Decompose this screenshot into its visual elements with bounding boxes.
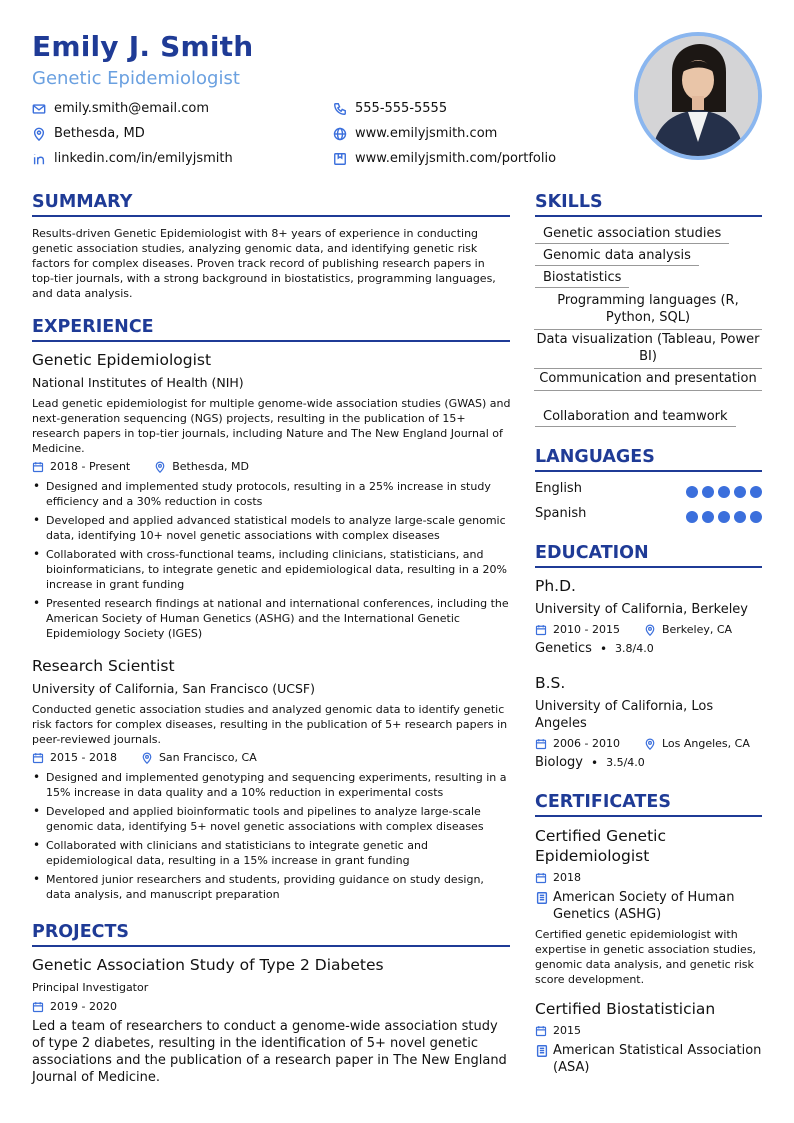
- degree: B.S.: [535, 674, 566, 692]
- list-item: • Presented research findings at national and international conferences, including the American Society of Human Genetics (ASHG) and the International Genetic Epidemiology Society (IGES): [32, 596, 510, 641]
- phone-icon: [333, 102, 347, 116]
- email-icon: [32, 102, 46, 116]
- location-pin-icon: [154, 461, 166, 473]
- institution-icon: [535, 891, 549, 905]
- education-heading: EDUCATION: [535, 543, 762, 568]
- summary-text: Results-driven Genetic Epidemiologist with 8+ years of experience in conducting genetic association studies, analyzing genomic data, and identifying genetic risk factors for complex diseases. Proven track record of publishing research papers in top-tier journals, with a strong background in biostatistics, programming languages, and data analysis.: [32, 227, 496, 300]
- job-location: Bethesda, MD: [172, 460, 250, 473]
- gpa: 3.8/4.0: [615, 642, 654, 655]
- certificate-title: Certified Biostatistician: [535, 1000, 716, 1018]
- field-name: Genetics: [535, 641, 592, 656]
- skill-item: Collaboration and teamwork: [535, 409, 736, 427]
- certificates-heading: CERTIFICATES: [535, 792, 762, 817]
- experience-heading: EXPERIENCE: [32, 317, 510, 342]
- language-level: [686, 511, 762, 523]
- skill-item: Communication and presentation: [534, 370, 762, 391]
- contact-location-text: Bethesda, MD: [54, 126, 145, 141]
- skill-item: Programming languages (R, Python, SQL): [534, 292, 762, 330]
- list-item: • Collaborated with clinicians and statisticians to integrate genetic and epidemiological data, resulting in a 15% increase in grant funding: [32, 838, 510, 868]
- job-location: San Francisco, CA: [158, 751, 257, 764]
- list-item: • Collaborated with cross-functional teams, including clinicians, statisticians, and bioinformaticians, to integrate genetic and epidemiological data, resulting in a 20% increase in grant funding: [32, 547, 510, 592]
- location-pin-icon: [644, 624, 656, 636]
- language-name: Spanish: [535, 506, 587, 521]
- contact-portfolio-text: www.emilyjsmith.com/portfolio: [355, 151, 557, 166]
- skill-item: Genomic data analysis: [535, 248, 699, 266]
- certificate-description: Certified genetic epidemiologist with expertise in genetic association studies, genomic data analysis, and genetic risk score development.: [535, 928, 757, 986]
- linkedin-icon: [32, 152, 46, 166]
- project-dates: 2019 - 2020: [50, 1000, 117, 1013]
- location-pin-icon: [141, 752, 153, 764]
- institution-icon: [535, 1044, 549, 1058]
- list-item: • Developed and applied advanced statistical models to analyze large-scale genomic data, identifying 10+ novel genetic associations with complex diseases: [32, 513, 510, 543]
- field-name: Biology: [535, 755, 583, 770]
- list-item: • Developed and applied bioinformatic tools and pipelines to analyze large-scale genomic data, identifying 5+ novel genetic associations with complex diseases: [32, 804, 510, 834]
- job-description: Lead genetic epidemiologist for multiple genome-wide association studies (GWAS) and next-generation sequencing (NGS) projects, resulting in the publication of 15+ research papers in top-tier journals, including Nature and The New England Journal of Medicine.: [32, 397, 511, 455]
- projects-heading: PROJECTS: [32, 922, 510, 947]
- job-organization: University of California, San Francisco (UCSF): [32, 681, 315, 696]
- school-name: University of California, Los Angeles: [535, 699, 714, 731]
- level-dot: [718, 511, 730, 523]
- education-location: Los Angeles, CA: [661, 737, 750, 750]
- contact-phone[interactable]: [333, 101, 447, 116]
- calendar-icon: [535, 1025, 547, 1037]
- certificate-meta: [535, 1024, 581, 1037]
- contact-website[interactable]: [333, 126, 497, 141]
- certificate-org-text: American Statistical Association (ASA): [553, 1043, 762, 1075]
- certificate-year: 2015: [553, 1024, 581, 1037]
- job-description: Conducted genetic association studies and analyzed genomic data to identify genetic risk factors for complex diseases, resulting in the publication of 5+ research papers in peer-reviewed journals.: [32, 703, 508, 746]
- level-dot: [718, 486, 730, 498]
- certificate-title: Certified Genetic Epidemiologist: [535, 827, 666, 865]
- contact-linkedin[interactable]: [32, 151, 233, 166]
- skills-heading: SKILLS: [535, 192, 762, 217]
- project-description: Led a team of researchers to conduct a genome-wide association study of type 2 diabetes, resulting in the identification of 5+ novel genetic associations and the publication of a research paper in The New England Journal of Medicine.: [32, 1019, 507, 1085]
- contact-portfolio[interactable]: [333, 151, 556, 166]
- portfolio-icon: [333, 152, 347, 166]
- level-dot: [702, 486, 714, 498]
- level-dot: [734, 486, 746, 498]
- job-bullets: [32, 770, 510, 906]
- certificate-org-text: American Society of Human Genetics (ASHG): [553, 890, 735, 922]
- certificate-org: [535, 889, 735, 923]
- level-dot: [686, 486, 698, 498]
- calendar-icon: [535, 872, 547, 884]
- job-dates: 2018 - Present: [50, 460, 131, 473]
- language-level: [686, 486, 762, 498]
- skill-item: Genetic association studies: [535, 226, 729, 244]
- calendar-icon: [32, 461, 44, 473]
- project-role: Principal Investigator: [32, 981, 149, 994]
- level-dot: [750, 486, 762, 498]
- skill-item: Data visualization (Tableau, Power BI): [534, 331, 762, 369]
- level-dot: [750, 511, 762, 523]
- candidate-title: Genetic Epidemiologist: [32, 68, 240, 89]
- profile-photo: [634, 32, 762, 160]
- education-field: Genetics • 3.8/4.0: [535, 641, 654, 656]
- calendar-icon: [32, 1001, 44, 1013]
- calendar-icon: [535, 624, 547, 636]
- language-name: English: [535, 481, 582, 496]
- education-meta: [535, 623, 732, 636]
- job-bullets: [32, 479, 510, 645]
- project-meta: [32, 1000, 117, 1013]
- skill-item: Biostatistics: [535, 270, 629, 288]
- contact-email[interactable]: [32, 101, 209, 116]
- contact-phone-text: 555-555-5555: [355, 101, 448, 116]
- location-pin-icon: [32, 127, 46, 141]
- list-item: • Designed and implemented study protocols, resulting in a 25% increase in study efficiency and a 30% reduction in costs: [32, 479, 510, 509]
- location-pin-icon: [644, 738, 656, 750]
- education-meta: [535, 737, 750, 750]
- level-dot: [702, 511, 714, 523]
- calendar-icon: [32, 752, 44, 764]
- education-field: Biology • 3.5/4.0: [535, 755, 645, 770]
- calendar-icon: [535, 738, 547, 750]
- project-title: Genetic Association Study of Type 2 Diabetes: [32, 956, 384, 974]
- summary-heading: SUMMARY: [32, 192, 510, 217]
- education-location: Berkeley, CA: [661, 623, 733, 636]
- job-dates: 2015 - 2018: [50, 751, 117, 764]
- level-dot: [734, 511, 746, 523]
- contact-email-text: emily.smith@email.com: [54, 101, 209, 116]
- list-item: • Mentored junior researchers and students, providing guidance on study design, data analysis, and manuscript preparation: [32, 872, 510, 902]
- certificate-year: 2018: [553, 871, 581, 884]
- job-title: Research Scientist: [32, 657, 175, 675]
- gpa: 3.5/4.0: [606, 756, 645, 769]
- certificate-org: [535, 1042, 763, 1076]
- job-meta: [32, 751, 257, 764]
- contact-website-text: www.emilyjsmith.com: [355, 126, 498, 141]
- school-name: University of California, Berkeley: [535, 602, 748, 617]
- level-dot: [686, 511, 698, 523]
- education-dates: 2010 - 2015: [553, 623, 620, 636]
- globe-icon: [333, 127, 347, 141]
- contact-linkedin-text: linkedin.com/in/emilyjsmith: [54, 151, 233, 166]
- certificate-meta: [535, 871, 581, 884]
- education-dates: 2006 - 2010: [553, 737, 620, 750]
- candidate-name: Emily J. Smith: [32, 30, 254, 63]
- languages-heading: LANGUAGES: [535, 447, 762, 472]
- contact-location: [32, 126, 145, 141]
- list-item: • Designed and implemented genotyping and sequencing experiments, resulting in a 15% increase in data quality and a 10% reduction in experimental costs: [32, 770, 510, 800]
- job-organization: National Institutes of Health (NIH): [32, 375, 244, 390]
- degree: Ph.D.: [535, 577, 576, 595]
- job-meta: [32, 460, 249, 473]
- job-title: Genetic Epidemiologist: [32, 351, 212, 369]
